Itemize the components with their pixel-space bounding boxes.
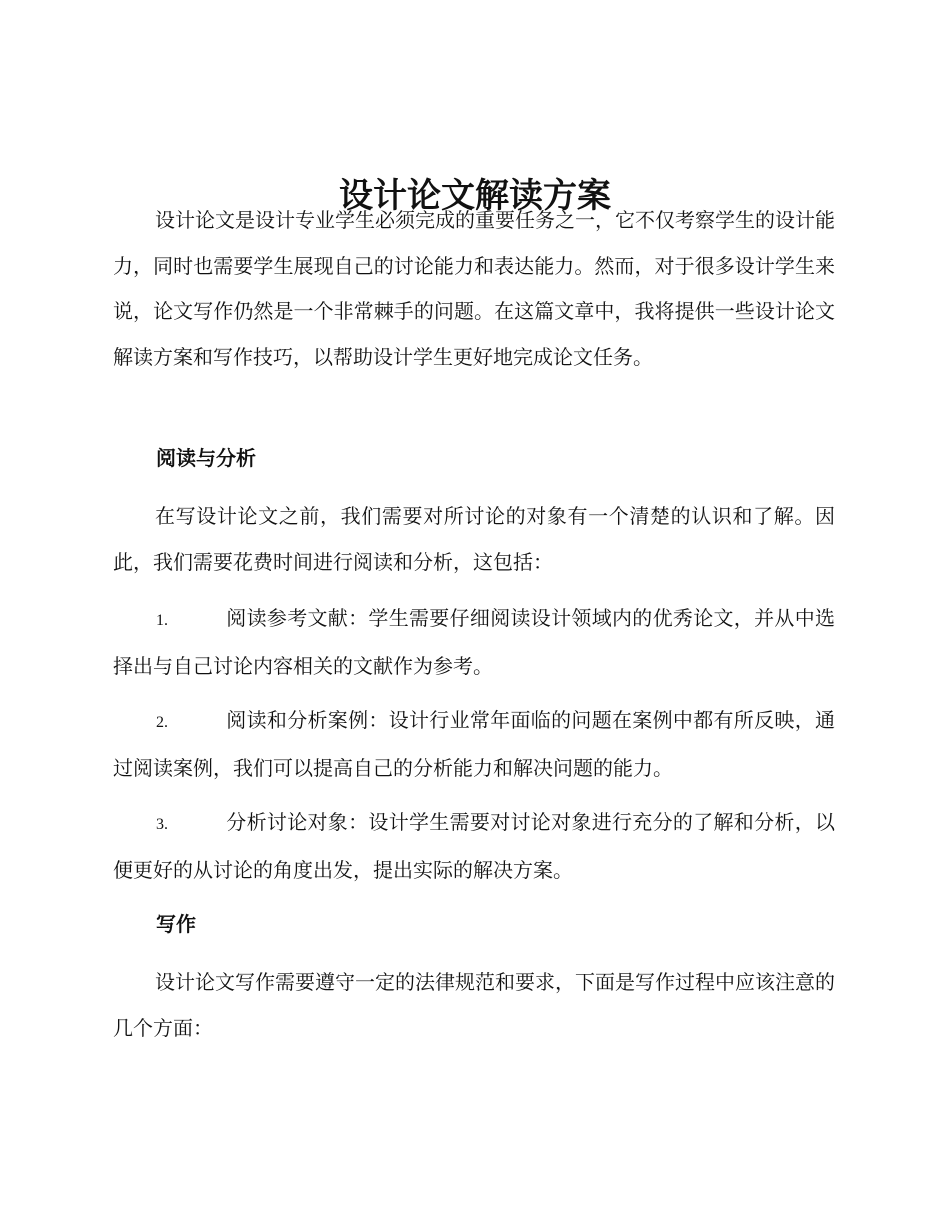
section-heading-writing: 写作 [156, 912, 196, 936]
list-item-number: 3. [156, 816, 168, 833]
intro-paragraph: 设计论文是设计专业学生必须完成的重要任务之一，它不仅考察学生的设计能力，同时也需要学生展现自己的讨论能力和表达能力。然而，对于很多设计学生来说，论文写作仍然是一个非常棘手的问题。在这篇文章中，我将提供一些设计论文解读方案和写作技巧，以帮助设计学生更好地完成论文任务。 [113, 208, 835, 369]
list-item-number: 2. [156, 714, 168, 731]
section-heading-reading: 阅读与分析 [156, 446, 256, 470]
list-item [113, 698, 835, 791]
list-item-text: 阅读参考文献：学生需要仔细阅读设计领域内的优秀论文，并从中选择出与自己讨论内容相关的文献作为参考。 [113, 606, 835, 678]
list-item-text: 分析讨论对象：设计学生需要对讨论对象进行充分的了解和分析，以便更好的从讨论的角度出发，提出实际的解决方案。 [113, 810, 835, 882]
list-item-number: 1. [156, 612, 168, 629]
list-item [113, 596, 835, 689]
section-paragraph-reading: 在写设计论文之前，我们需要对所讨论的对象有一个清楚的认识和了解。因此，我们需要花费时间进行阅读和分析，这包括： [113, 504, 835, 574]
page-title: 设计论文解读方案 [339, 175, 611, 216]
section-paragraph-writing: 设计论文写作需要遵守一定的法律规范和要求，下面是写作过程中应该注意的几个方面： [113, 970, 835, 1040]
list-item-text: 阅读和分析案例：设计行业常年面临的问题在案例中都有所反映，通过阅读案例，我们可以提高自己的分析能力和解决问题的能力。 [113, 708, 835, 780]
list-item [113, 800, 835, 893]
